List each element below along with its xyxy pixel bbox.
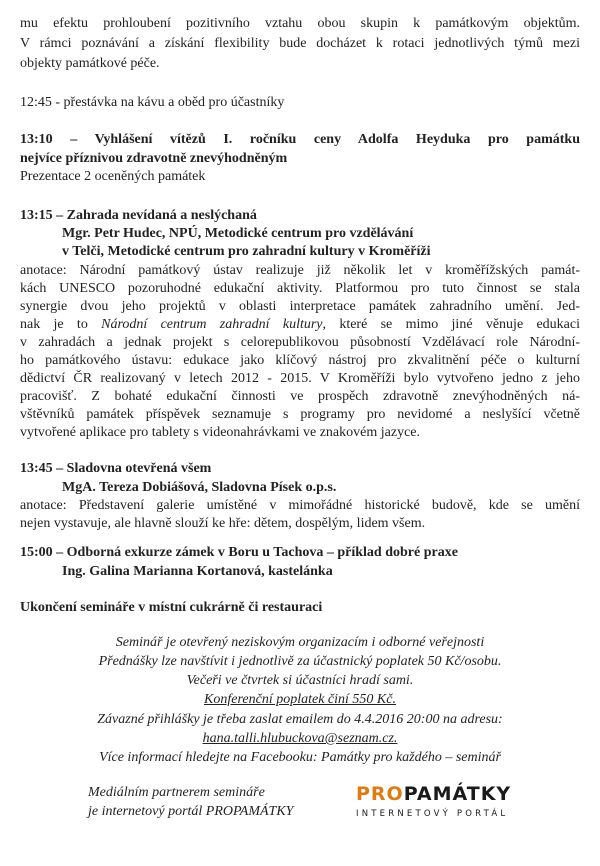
info-line-5: Závazné přihlášky je třeba zaslat emailem do 4.4.2016 20:00 na adresu: [97,712,503,727]
garden-annotation-3: synergie dvou jeho projektů v oblasti interpretace památek zahradního umění. Jed- [20,299,580,314]
garden-annotation-4b: , které se mimo jiné věnuje edukaci [322,317,580,332]
intro-line-1: mu efektu prohloubení pozitivního vztahu obou skupin k památkovým objektům. [20,16,580,31]
excursion-speaker: Ing. Galina Marianna Kortanová, kastelánka [62,564,333,579]
propamatky-logo [356,783,511,819]
media-partner-line-2: je internetový portál PROPAMÁTKY [88,804,294,819]
email-link[interactable]: hana.talli.hlubuckova@seznam.cz. [202,731,398,746]
brewery-heading: 13:45 – Sladovna otevřená všem [20,461,212,476]
info-line-7: Více informací hledejte na Facebooku: Památky pro každého – seminář [99,750,501,765]
logo-pamatky: PAMÁTKY [403,783,512,805]
garden-annotation-6: ho památkového ústavu: edukace jako klíčový nástroj pro zkvalitnění péče o kulturní [20,353,580,368]
garden-speaker-2: v Telči, Metodické centrum pro zahradní kultury v Kroměříži [62,244,431,259]
garden-annotation-10: vytvořené aplikace pro tablety s videonahrávkami ve znakovém jazyce. [20,425,420,440]
garden-annotation-4 [20,316,580,334]
garden-annotation-4-italic: Národní centrum zahradní kultury [101,317,323,332]
excursion-heading: 15:00 – Odborná exkurze zámek v Boru u Tachova – příklad dobré praxe [20,545,458,560]
closing-line: Ukončení semináře v místní cukrárně či restauraci [20,600,323,615]
award-heading-1: 13:10 – Vyhlášení vítězů I. ročníku ceny Adolfa Heyduka pro památku [20,132,580,147]
intro-line-2: V rámci poznávání a získání flexibility bude docházet k rotaci jednotlivých týmů mezi [20,36,580,51]
info-line-3: Večeři ve čtvrtek si účastníci hradí sami. [186,673,414,688]
fee-line: Konferenční poplatek činí 550 Kč. [204,692,396,707]
logo-pro: PRO [356,783,404,805]
garden-annotation-8: pracovišť. Z bohaté edukační činnosti ve prospěch zdravotně znevýhodněných ná- [20,389,580,404]
brewery-speaker: MgA. Tereza Dobiášová, Sladovna Písek o.p.s. [62,480,337,495]
logo-subtitle: INTERNETOVÝ PORTÁL [356,809,509,819]
garden-annotation-7: dědictví ČR realizovaný v letech 2012 - 2015. V Kroměříži bylo vytvořeno jedno z jeho [20,371,580,386]
intro-line-3: objekty památkové péče. [20,56,160,71]
garden-annotation-9: vštěvníků památek příspěvek seznamuje s programy pro nevidomé a neslyšící včetně [20,407,580,422]
info-line-2: Přednášky lze navštívit i jednotlivě za účastnický poplatek 50 Kč/osobu. [98,654,502,669]
garden-speaker-1: Mgr. Petr Hudec, NPÚ, Metodické centrum pro vzdělávání [62,226,414,241]
brewery-annotation-1: anotace: Představení galerie umístěné v mimořádné historické budově, kde se umění [20,498,580,513]
garden-annotation-4a: nak je to [20,317,102,332]
garden-heading: 13:15 – Zahrada nevídaná a neslýchaná [20,208,257,223]
info-line-1: Seminář je otevřený neziskovým organizacím i odborné veřejnosti [115,635,485,650]
garden-annotation-1: anotace: Národní památkový ústav realizuje již několik let v kroměřížských památ- [20,263,580,278]
award-heading-2: nejvíce příznivou zdravotně znevýhodněným [20,151,288,166]
garden-annotation-5: v zahradách a jednak projekt s celorepublikovou působností Vzdělávací role Národní- [20,335,580,350]
break-line: 12:45 - přestávka na kávu a oběd pro účastníky [20,95,285,110]
media-partner-line-1: Mediálním partnerem semináře [88,785,265,800]
garden-annotation-2: kách UNESCO pozoruhodné edukační aktivity. Platformou pro tuto činnost se stala [20,281,580,296]
award-note: Prezentace 2 oceněných památek [20,169,206,184]
brewery-annotation-2: nejen vystavuje, ale hlavně slouží ke hře: dětem, dospělým, lidem všem. [20,516,426,531]
